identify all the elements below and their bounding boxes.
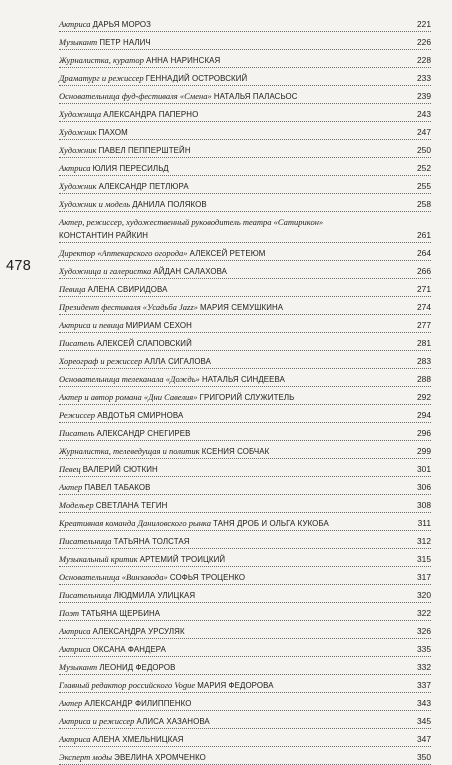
toc-entry-role: Актриса и режиссер [59,716,135,726]
toc-entry-name: ЛЮДМИЛА УЛИЦКАЯ [113,591,196,600]
toc-entry-page: 264 [417,248,431,258]
toc-entry-page: 337 [417,680,431,690]
toc-entry-role: Основательница фуд-фестиваля «Смена» [59,91,212,101]
toc-entry-page: 301 [417,464,431,474]
toc-entry-page: 308 [417,500,431,510]
toc-entry-page: 312 [417,536,431,546]
toc-entry-role: Актер [59,698,83,708]
toc-entry [59,68,431,86]
toc-entry-name: АЛЕКСАНДР ФИЛИППЕНКО [84,699,192,708]
toc-entry-name: ТАТЬЯНА ЩЕРБИНА [81,609,161,618]
toc-entry-role: Актриса [59,163,91,173]
toc-entry-name: НАТАЛЬЯ ПАЛАСЬОС [213,92,298,101]
toc-entry-role: Журналистка, куратор [59,55,144,65]
toc-entry-role: Президент фестиваля «Усадьба Jazz» [59,302,198,312]
toc-entry-page: 255 [417,181,431,191]
table-of-contents [59,14,431,765]
toc-entry-role: Писательница [59,590,112,600]
toc-entry-name: МИРИАМ СЕХОН [125,321,192,330]
toc-entry-role: Директор «Аптекарского огорода» [59,248,188,258]
toc-entry [59,513,431,531]
toc-entry-role: Модельер [59,500,94,510]
toc-entry [59,603,431,621]
toc-entry-page: 250 [417,145,431,155]
toc-entry-role: Художник [59,181,97,191]
toc-entry-name: ГЕННАДИЙ ОСТРОВСКИЙ [145,74,248,83]
toc-entry [59,122,431,140]
toc-entry [59,333,431,351]
toc-entry-name: ДАРЬЯ МОРОЗ [92,20,152,29]
toc-entry [59,531,431,549]
toc-entry-name: АЙДАН САЛАХОВА [153,267,228,276]
toc-entry-role: Поэт [59,608,80,618]
toc-entry-role: Певец [59,464,81,474]
toc-entry-role: Музыкант [59,662,98,672]
toc-entry-page: 326 [417,626,431,636]
toc-entry-name: ЭВЕЛИНА ХРОМЧЕНКО [114,753,206,762]
toc-entry-page: 271 [417,284,431,294]
toc-entry-page: 266 [417,266,431,276]
toc-entry-role: Хореограф и режиссер [59,356,143,366]
toc-entry [59,315,431,333]
toc-entry [59,459,431,477]
toc-entry [59,86,431,104]
toc-entry [59,369,431,387]
toc-entry [59,477,431,495]
toc-entry-page: 296 [417,428,431,438]
toc-entry-page: 335 [417,644,431,654]
toc-entry [59,585,431,603]
toc-entry-page: 281 [417,338,431,348]
toc-entry-role: Писатель [59,338,95,348]
toc-entry-page: 221 [417,19,431,29]
toc-entry-page: 288 [417,374,431,384]
toc-entry-role: Певица [59,284,86,294]
toc-entry-name: АННА НАРИНСКАЯ [145,56,221,65]
toc-entry-page: 283 [417,356,431,366]
toc-entry-page: 317 [417,572,431,582]
toc-entry [59,729,431,747]
toc-entry-page: 294 [417,410,431,420]
toc-entry [59,405,431,423]
toc-entry-page: 345 [417,716,431,726]
toc-entry-name: АЛЕНА ХМЕЛЬНИЦКАЯ [92,735,184,744]
toc-entry [59,351,431,369]
toc-entry-role: Актриса [59,19,91,29]
toc-entry [59,140,431,158]
toc-entry-page: 258 [417,199,431,209]
toc-entry-role: Режиссер [59,410,96,420]
toc-entry [59,387,431,405]
toc-entry-role: Креативная команда Даниловского рынка [59,518,211,528]
toc-entry-name: НАТАЛЬЯ СИНДЕЕВА [201,375,285,384]
toc-entry [59,495,431,513]
toc-entry [59,243,431,261]
toc-entry [59,423,431,441]
toc-entry [59,621,431,639]
toc-entry-name: ВАЛЕРИЙ СЮТКИН [82,465,158,474]
toc-entry-page: 311 [417,518,431,528]
toc-entry-name: ЛЕОНИД ФЕДОРОВ [99,663,176,672]
toc-entry-name: МАРИЯ ФЕДОРОВА [197,681,274,690]
toc-entry-name: СОФЬЯ ТРОЦЕНКО [169,573,246,582]
toc-entry-role: Писательница [59,536,112,546]
toc-entry [59,176,431,194]
toc-entry-page: 322 [417,608,431,618]
toc-entry-role: Художник и модель [59,199,131,209]
toc-entry-role: Главный редактор российского Vogue [59,680,196,690]
toc-entry-name: АВДОТЬЯ СМИРНОВА [97,411,184,420]
toc-entry [59,279,431,297]
toc-entry-role: Актриса и певица [59,320,124,330]
toc-entry-page: 226 [417,37,431,47]
toc-entry [59,104,431,122]
toc-entry-name: АЛЕКСЕЙ РЕТЕЮМ [189,249,266,258]
toc-entry [59,261,431,279]
toc-entry [59,14,431,32]
toc-entry-page: 243 [417,109,431,119]
toc-entry-name: ПАВЕЛ ТАБАКОВ [84,483,151,492]
toc-entry [59,567,431,585]
toc-entry-page: 274 [417,302,431,312]
toc-entry-role: Актер и автор романа «Дни Савелия» [59,392,198,402]
toc-entry-role: Основательница «Винзавода» [59,572,168,582]
toc-entry-name: ГРИГОРИЙ СЛУЖИТЕЛЬ [199,393,295,402]
toc-entry-name: АЛЛА СИГАЛОВА [144,357,212,366]
toc-entry-name: АЛИСА ХАЗАНОВА [136,717,210,726]
toc-entry-page: 343 [417,698,431,708]
toc-entry [59,158,431,176]
toc-entry-page: 306 [417,482,431,492]
toc-entry-role: Музыкант [59,37,98,47]
toc-entry-role: Музыкальный критик [59,554,138,564]
toc-entry-name: СВЕТЛАНА ТЕГИН [95,501,168,510]
toc-entry-page: 247 [417,127,431,137]
toc-entry [59,711,431,729]
toc-entry-name: КСЕНИЯ СОБЧАК [201,447,270,456]
toc-entry-role: Драматург и режиссер [59,73,144,83]
toc-entry-role: Актриса [59,626,91,636]
toc-entry [59,639,431,657]
toc-entry-role: Актриса [59,734,91,744]
toc-entry-role: Художница и галеристка [59,266,152,276]
toc-entry-page: 261 [417,230,431,240]
toc-entry-page: 233 [417,73,431,83]
toc-entry [59,675,431,693]
page-number: 478 [6,258,32,274]
toc-entry-page: 299 [417,446,431,456]
toc-entry-page: 347 [417,734,431,744]
toc-entry-name: КОНСТАНТИН РАЙКИН [59,231,149,240]
toc-entry [59,194,431,212]
toc-entry-name: АЛЕКСАНДРА УРСУЛЯК [92,627,185,636]
toc-entry-name: ТАТЬЯНА ТОЛСТАЯ [113,537,190,546]
toc-entry-name: ПАХОМ [98,128,128,137]
toc-entry-role: Художник [59,145,97,155]
toc-entry-name: АЛЕКСЕЙ СЛАПОВСКИЙ [96,339,192,348]
toc-entry [59,32,431,50]
toc-entry-name: ТАНЯ ДРОБ И ОЛЬГА КУКОБА [213,519,329,528]
toc-entry-name: МАРИЯ СЕМУШКИНА [200,303,284,312]
toc-entry-page: 350 [417,752,431,762]
toc-entry-name: АЛЕНА СВИРИДОВА [87,285,168,294]
toc-entry-role: Основательница телеканала «Дождь» [59,374,200,384]
toc-entry-role: Писатель [59,428,95,438]
toc-entry-name: ПЕТР НАЛИЧ [99,38,151,47]
toc-entry-name: АЛЕКСАНДРА ПАПЕРНО [103,110,199,119]
toc-entry [59,693,431,711]
toc-entry-name: ОКСАНА ФАНДЕРА [92,645,167,654]
toc-entry-name: ЮЛИЯ ПЕРЕСИЛЬД [92,164,169,173]
toc-entry-name: ПАВЕЛ ПЕППЕРШТЕЙН [98,146,191,155]
toc-entry-role: Художница [59,109,102,119]
toc-entry-role: Художник [59,127,97,137]
toc-entry [59,657,431,675]
toc-entry-name: АЛЕКСАНДР ПЕТЛЮРА [98,182,189,191]
toc-entry [59,747,431,765]
toc-entry-page: 239 [417,91,431,101]
toc-entry [59,441,431,459]
toc-entry-page: 332 [417,662,431,672]
toc-entry-role: Актер [59,482,83,492]
toc-entry-name: ДАНИЛА ПОЛЯКОВ [132,200,207,209]
toc-entry-role: Актер, режиссер, художественный руководитель театра «Сатирикон» [59,217,324,227]
toc-entry-page: 320 [417,590,431,600]
toc-entry [59,297,431,315]
toc-entry-name: АЛЕКСАНДР СНЕГИРЕВ [96,429,191,438]
toc-entry-page: 277 [417,320,431,330]
toc-entry-role: Журналистка, телеведущая и политик [59,446,200,456]
toc-entry-role: Актриса [59,644,91,654]
toc-entry-name: АРТЕМИЙ ТРОИЦКИЙ [139,555,226,564]
toc-entry-role: Эксперт моды [59,752,113,762]
toc-entry-page: 292 [417,392,431,402]
toc-entry-page: 252 [417,163,431,173]
toc-entry-page: 315 [417,554,431,564]
toc-entry [59,212,431,243]
toc-entry-page: 228 [417,55,431,65]
toc-entry [59,50,431,68]
toc-entry [59,549,431,567]
